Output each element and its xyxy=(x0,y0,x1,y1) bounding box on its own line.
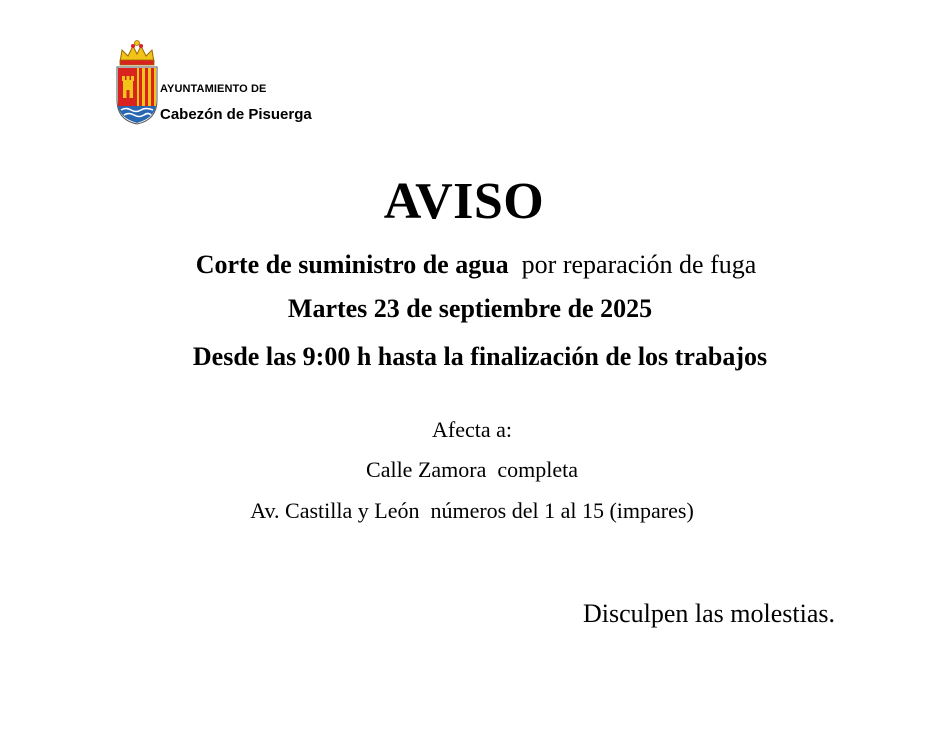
closing-message: Disculpen las molestias. xyxy=(582,599,835,628)
affects-label: Afecta a: xyxy=(432,417,512,442)
notice-date: Martes 23 de septiembre de 2025 xyxy=(287,294,653,323)
org-name: Cabezón de Pisuerga xyxy=(160,106,312,123)
notice-subject-bold: Corte de suministro de agua xyxy=(195,250,509,279)
notice-subject-normal: por reparación de fuga xyxy=(521,250,757,279)
notice-subject xyxy=(4,250,944,280)
coat-of-arms-icon xyxy=(112,40,162,126)
org-prefix: AYUNTAMIENTO DE xyxy=(160,83,267,95)
affected-street: Av. Castilla y León números del 1 al 15 (impares) xyxy=(250,498,694,523)
notice-time: Desde las 9:00 h hasta la finalización de los trabajos xyxy=(192,342,768,371)
municipal-logo xyxy=(112,40,342,130)
affected-street: Calle Zamora completa xyxy=(366,457,578,482)
notice-title: AVISO xyxy=(383,173,545,230)
